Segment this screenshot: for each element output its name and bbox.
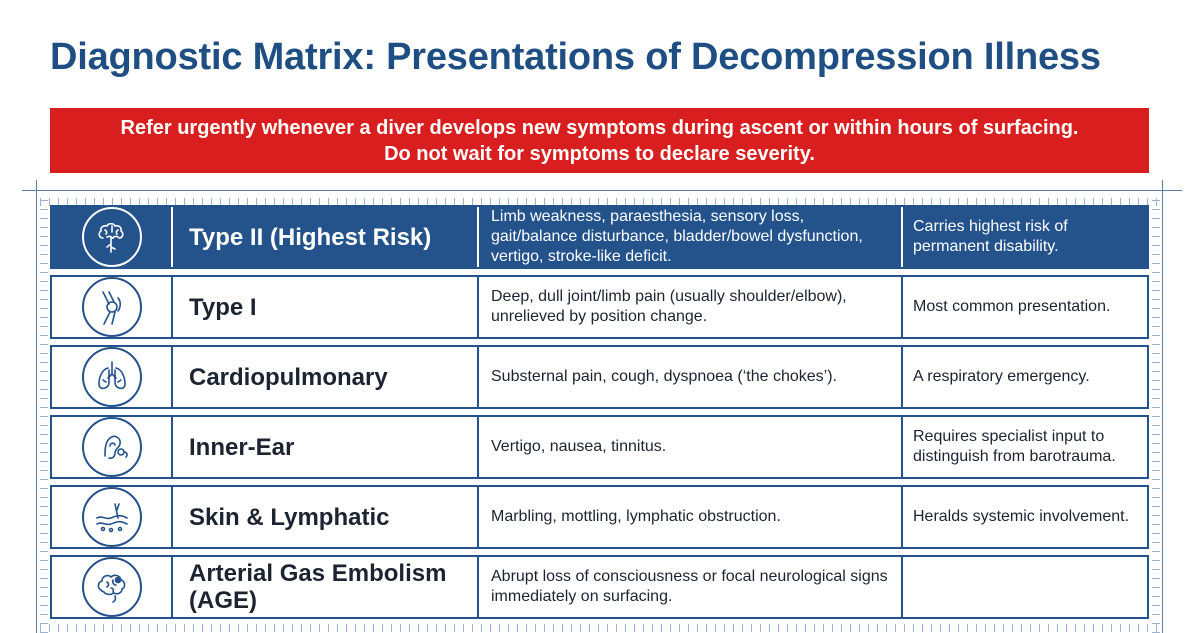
brain-embolism-icon bbox=[82, 557, 142, 617]
frame-line-top bbox=[22, 190, 1182, 191]
clinical-note: Most common presentation. bbox=[913, 298, 1111, 315]
clinical-note: Carries highest risk of permanent disability. bbox=[913, 218, 1068, 255]
symptoms-text: Deep, dull joint/limb pain (usually shoulder/elbow), unrelieved by position change. bbox=[479, 277, 903, 337]
clinical-note bbox=[903, 557, 1147, 617]
presentation-type: Cardiopulmonary bbox=[173, 347, 479, 407]
matrix-row-age bbox=[50, 555, 1149, 619]
symptoms-text: Marbling, mottling, lymphatic obstruction. bbox=[479, 487, 903, 547]
clinical-note: Requires specialist input to distinguish from barotrauma. bbox=[913, 428, 1116, 465]
symptoms-text: Abrupt loss of consciousness or focal neurological signs immediately on surfacing. bbox=[479, 557, 903, 617]
matrix-table bbox=[50, 205, 1149, 625]
matrix-row-type-i bbox=[50, 275, 1149, 339]
clinical-note: Heralds systemic involvement. bbox=[913, 508, 1130, 525]
symptoms-text: Vertigo, nausea, tinnitus. bbox=[479, 417, 903, 477]
matrix-row-skin-lymphatic bbox=[50, 485, 1149, 549]
ruler-left bbox=[40, 200, 48, 633]
presentation-type: Type I bbox=[173, 277, 479, 337]
urgent-referral-banner bbox=[50, 108, 1149, 173]
symptoms-text: Substernal pain, cough, dyspnoea (‘the chokes’). bbox=[479, 347, 903, 407]
presentation-type: Inner-Ear bbox=[173, 417, 479, 477]
brain-icon bbox=[82, 207, 142, 267]
frame-line-left bbox=[36, 180, 37, 633]
matrix-row-inner-ear bbox=[50, 415, 1149, 479]
ruler-bottom bbox=[40, 624, 1162, 632]
knee-joint-icon bbox=[82, 277, 142, 337]
ruler-right bbox=[1152, 200, 1160, 633]
page-title: Diagnostic Matrix: Presentations of Decompression Illness bbox=[50, 36, 1101, 78]
presentation-type: Arterial Gas Embolism (AGE) bbox=[173, 557, 479, 617]
clinical-note: A respiratory emergency. bbox=[913, 368, 1090, 385]
frame-line-right bbox=[1162, 180, 1163, 633]
presentation-type: Type II (Highest Risk) bbox=[173, 207, 479, 267]
ear-icon bbox=[82, 417, 142, 477]
matrix-row-type-ii bbox=[50, 205, 1149, 269]
lungs-icon bbox=[82, 347, 142, 407]
banner-line-1: Refer urgently whenever a diver develops new symptoms during ascent or within hours of surfacing. bbox=[120, 116, 1079, 139]
symptoms-text: Limb weakness, paraesthesia, sensory loss, gait/balance disturbance, bladder/bowel dysfunction, vertigo, stroke-like deficit. bbox=[479, 207, 903, 267]
matrix-row-cardiopulmonary bbox=[50, 345, 1149, 409]
skin-icon bbox=[82, 487, 142, 547]
banner-line-2: Do not wait for symptoms to declare severity. bbox=[384, 142, 815, 165]
presentation-type: Skin & Lymphatic bbox=[173, 487, 479, 547]
